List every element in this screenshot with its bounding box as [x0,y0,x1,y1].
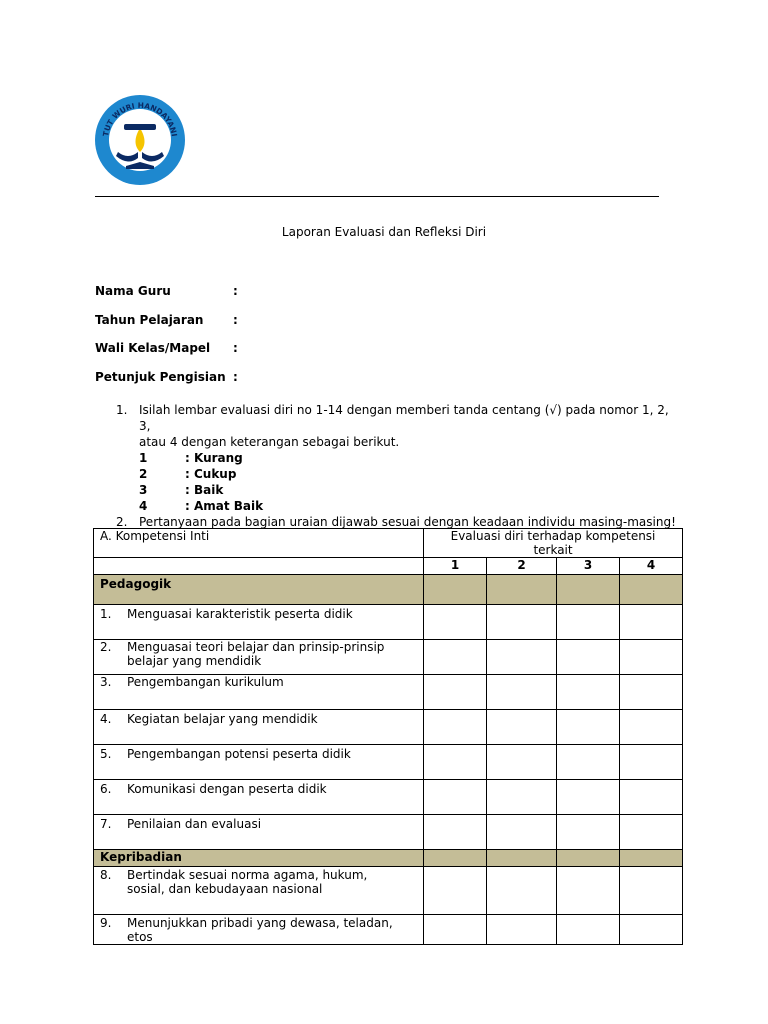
score-checkbox-3[interactable] [557,867,620,915]
score-checkbox-3[interactable] [557,710,620,745]
scale-value: : Cukup [185,467,237,481]
header-divider [95,196,659,197]
field-petunjuk-pengisian [95,370,238,384]
score-checkbox-3[interactable] [557,780,620,815]
field-label: Wali Kelas/Mapel [95,341,211,355]
competency-cell [94,867,424,915]
item-text: Menguasai teori belajar dan prinsip-prinsip belajar yang mendidik [127,640,385,668]
table-row [94,915,683,945]
score-checkbox-2[interactable] [487,710,557,745]
field-nama-guru [95,284,238,298]
score-checkbox-1[interactable] [424,640,487,675]
instruction-number: 1. [116,403,128,417]
competency-cell [94,780,424,815]
field-colon: : [233,341,238,355]
item-number: 5. [100,747,112,761]
score-checkbox-1[interactable] [424,605,487,640]
competency-cell [94,640,424,675]
table-row [94,867,683,915]
item-text: Bertindak sesuai norma agama, hukum, sosial, dan kebudayaan nasional [127,868,368,896]
score-checkbox-1[interactable] [424,745,487,780]
score-checkbox-4[interactable] [620,915,683,945]
field-label: Nama Guru [95,284,171,298]
score-header-3: 3 [557,558,620,575]
competency-cell [94,915,424,945]
section-label: Kepribadian [94,850,424,867]
score-checkbox-3[interactable] [557,915,620,945]
score-checkbox-1[interactable] [424,675,487,710]
score-checkbox-4[interactable] [620,640,683,675]
competency-cell [94,745,424,780]
score-checkbox-3[interactable] [557,675,620,710]
score-checkbox-1[interactable] [424,710,487,745]
section-label: Pedagogik [94,575,424,605]
score-checkbox-2[interactable] [487,640,557,675]
section-cell [487,850,557,867]
score-checkbox-1[interactable] [424,780,487,815]
table-row [94,675,683,710]
section-cell [557,850,620,867]
competency-cell [94,710,424,745]
header-evaluasi-diri: Evaluasi diri terhadap kompetensi terkait [424,529,683,558]
svg-text:TUT WURI HANDAYANI: TUT WURI HANDAYANI [101,100,179,138]
item-number: 3. [100,675,112,689]
instruction-text-line2: atau 4 dengan keterangan sebagai berikut. [139,435,400,449]
table-row [94,815,683,850]
score-checkbox-4[interactable] [620,745,683,780]
score-checkbox-4[interactable] [620,710,683,745]
scale-row [139,482,676,498]
section-cell [557,575,620,605]
table-header-row [94,529,683,558]
score-checkbox-2[interactable] [487,605,557,640]
item-number: 6. [100,782,112,796]
item-number: 9. [100,916,112,930]
table-row [94,640,683,675]
item-number: 7. [100,817,112,831]
score-checkbox-3[interactable] [557,745,620,780]
item-text: Kegiatan belajar yang mendidik [127,712,318,726]
scale-key: 2 [139,467,148,481]
item-text: Menguasai karakteristik peserta didik [127,607,353,621]
item-text: Pengembangan kurikulum [127,675,284,689]
item-number: 2. [100,640,112,654]
table-row [94,780,683,815]
scale-key: 3 [139,483,148,497]
competency-cell [94,675,424,710]
score-checkbox-2[interactable] [487,745,557,780]
score-checkbox-1[interactable] [424,915,487,945]
section-cell [424,575,487,605]
table-row [94,745,683,780]
score-checkbox-4[interactable] [620,815,683,850]
score-checkbox-2[interactable] [487,815,557,850]
item-text: Menunjukkan pribadi yang dewasa, teladan, etos [127,916,393,944]
field-colon: : [233,284,238,298]
score-checkbox-4[interactable] [620,675,683,710]
field-colon: : [233,370,238,384]
section-row-kepribadian [94,850,683,867]
instruction-text: Pertanyaan pada bagian uraian dijawab sesuai dengan keadaan individu masing-masing! [139,515,676,529]
score-checkbox-4[interactable] [620,780,683,815]
instruction-item-1 [116,402,676,514]
score-checkbox-4[interactable] [620,605,683,640]
section-row-pedagogik [94,575,683,605]
section-cell [620,575,683,605]
score-checkbox-3[interactable] [557,605,620,640]
score-checkbox-4[interactable] [620,867,683,915]
item-text: Pengembangan potensi peserta didik [127,747,351,761]
scale-key: 4 [139,499,148,513]
item-text: Komunikasi dengan peserta didik [127,782,327,796]
score-checkbox-2[interactable] [487,780,557,815]
section-cell [424,850,487,867]
score-checkbox-3[interactable] [557,640,620,675]
table-row [94,605,683,640]
item-text: Penilaian dan evaluasi [127,817,262,831]
instructions [116,402,676,530]
score-header-4: 4 [620,558,683,575]
score-header-1: 1 [424,558,487,575]
tut-wuri-handayani-logo [90,94,190,186]
section-cell [487,575,557,605]
field-wali-kelas [95,341,238,355]
header-kompetensi-inti: A. Kompetensi Inti [94,529,424,558]
scale-key: 1 [139,451,148,465]
scale-value: : Baik [185,483,224,497]
score-checkbox-1[interactable] [424,815,487,850]
scale-row [139,466,676,482]
page-title: Laporan Evaluasi dan Refleksi Diri [281,225,487,239]
competency-cell [94,605,424,640]
item-number: 4. [100,712,112,726]
score-checkbox-2[interactable] [487,867,557,915]
item-number: 8. [100,868,112,882]
scale-row [139,450,676,466]
field-label: Tahun Pelajaran [95,313,204,327]
score-header-2: 2 [487,558,557,575]
score-checkbox-2[interactable] [487,675,557,710]
score-checkbox-1[interactable] [424,867,487,915]
field-tahun-pelajaran [95,313,238,327]
scale-value: : Kurang [185,451,243,465]
field-colon: : [233,313,238,327]
empty-cell [94,558,424,575]
competency-cell [94,815,424,850]
instruction-text-line1: Isilah lembar evaluasi diri no 1-14 dengan memberi tanda centang (√) pada nomor 1, 2, 3, [139,403,669,433]
score-header-row [94,558,683,575]
scale-row [139,498,676,514]
score-checkbox-3[interactable] [557,815,620,850]
instruction-number: 2. [116,515,128,529]
evaluation-table [93,528,683,945]
table-row [94,710,683,745]
field-label: Petunjuk Pengisian [95,370,226,384]
item-number: 1. [100,607,112,621]
score-checkbox-2[interactable] [487,915,557,945]
section-cell [620,850,683,867]
scale-value: : Amat Baik [185,499,264,513]
